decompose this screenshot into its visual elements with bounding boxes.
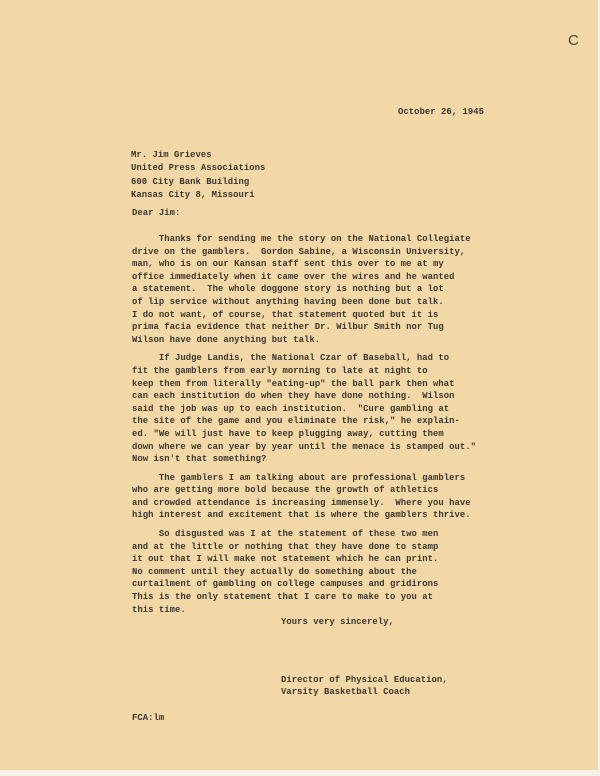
text-line: Now isn't that something? <box>132 454 267 465</box>
letter-body <box>132 233 476 622</box>
recipient-address <box>131 149 265 202</box>
paragraph-4 <box>132 528 476 616</box>
text-line: man, who is on our Kansan staff sent this over to me at my <box>132 259 444 270</box>
address-line: Kansas City 8, Missouri <box>131 189 255 200</box>
text-line: drive on the gamblers. Gordon Sabine, a Wisconsin University, <box>132 246 466 257</box>
text-line: this time. <box>132 604 186 615</box>
text-line: fit the gamblers from early morning to late at night to <box>132 365 428 376</box>
text-line: curtailment of gambling on college campuses and gridirons <box>132 579 439 590</box>
text-line: and at the little or nothing that they have done to stamp <box>132 541 439 552</box>
text-line: keep them from literally "eating-up" the ball park then what <box>132 378 455 389</box>
signature-block <box>281 674 448 698</box>
letter-date: October 26, 1945 <box>398 107 485 117</box>
text-line: office immediately when it came over the wires and he wanted <box>132 271 455 282</box>
paragraph-1 <box>132 233 476 346</box>
closing: Yours very sincerely, <box>281 617 394 627</box>
address-line: United Press Associations <box>131 163 266 174</box>
text-line: of lip service without anything having been done but talk. <box>132 296 444 307</box>
text-line: I do not want, of course, that statement quoted but it is <box>132 309 439 320</box>
text-line: The gamblers I am talking about are professional gamblers <box>132 472 466 483</box>
text-line: Thanks for sending me the story on the National Collegiate <box>132 234 471 244</box>
text-line: No comment until they actually do something about the <box>132 566 417 577</box>
address-line: 600 City Bank Building <box>131 176 250 187</box>
text-line: and crowded attendance is increasing immensely. Where you have <box>132 497 471 508</box>
text-line: a statement. The whole doggone story is nothing but a lot <box>132 284 444 295</box>
typist-initials: FCA:lm <box>132 713 165 723</box>
text-line: down where we can year by year until the menace is stamped out." <box>132 441 477 452</box>
text-line: can each institution do when they have done nothing. Wilson <box>132 391 455 402</box>
text-line: Wilson have done anything but talk. <box>132 334 321 345</box>
text-line: said the job was up to each institution. "Cure gambling at <box>132 403 450 414</box>
signature-title: Director of Physical Education, <box>281 675 448 685</box>
text-line: high interest and excitement that is where the gamblers thrive. <box>132 510 471 521</box>
corner-mark: C <box>568 32 579 49</box>
text-line: who are getting more bold because the growth of athletics <box>132 485 439 496</box>
signature-title: Varsity Basketball Coach <box>281 687 411 697</box>
text-line: the site of the game and you eliminate the risk," he explain- <box>132 416 460 427</box>
text-line: prima facia evidence that neither Dr. Wilbur Smith nor Tug <box>132 322 444 333</box>
text-line: ed. "We will just have to keep plugging away, cutting them <box>132 428 444 439</box>
paragraph-2 <box>132 352 476 465</box>
text-line: So disgusted was I at the statement of these two men <box>132 529 439 540</box>
salutation: Dear Jim: <box>132 208 181 218</box>
text-line: it out that I will make not statement which he can print. <box>132 554 439 565</box>
address-line: Mr. Jim Grieves <box>131 150 212 160</box>
paragraph-3 <box>132 472 476 522</box>
text-line: This is the only statement that I care to make to you at <box>132 592 434 603</box>
text-line: If Judge Landis, the National Czar of Baseball, had to <box>132 353 450 364</box>
